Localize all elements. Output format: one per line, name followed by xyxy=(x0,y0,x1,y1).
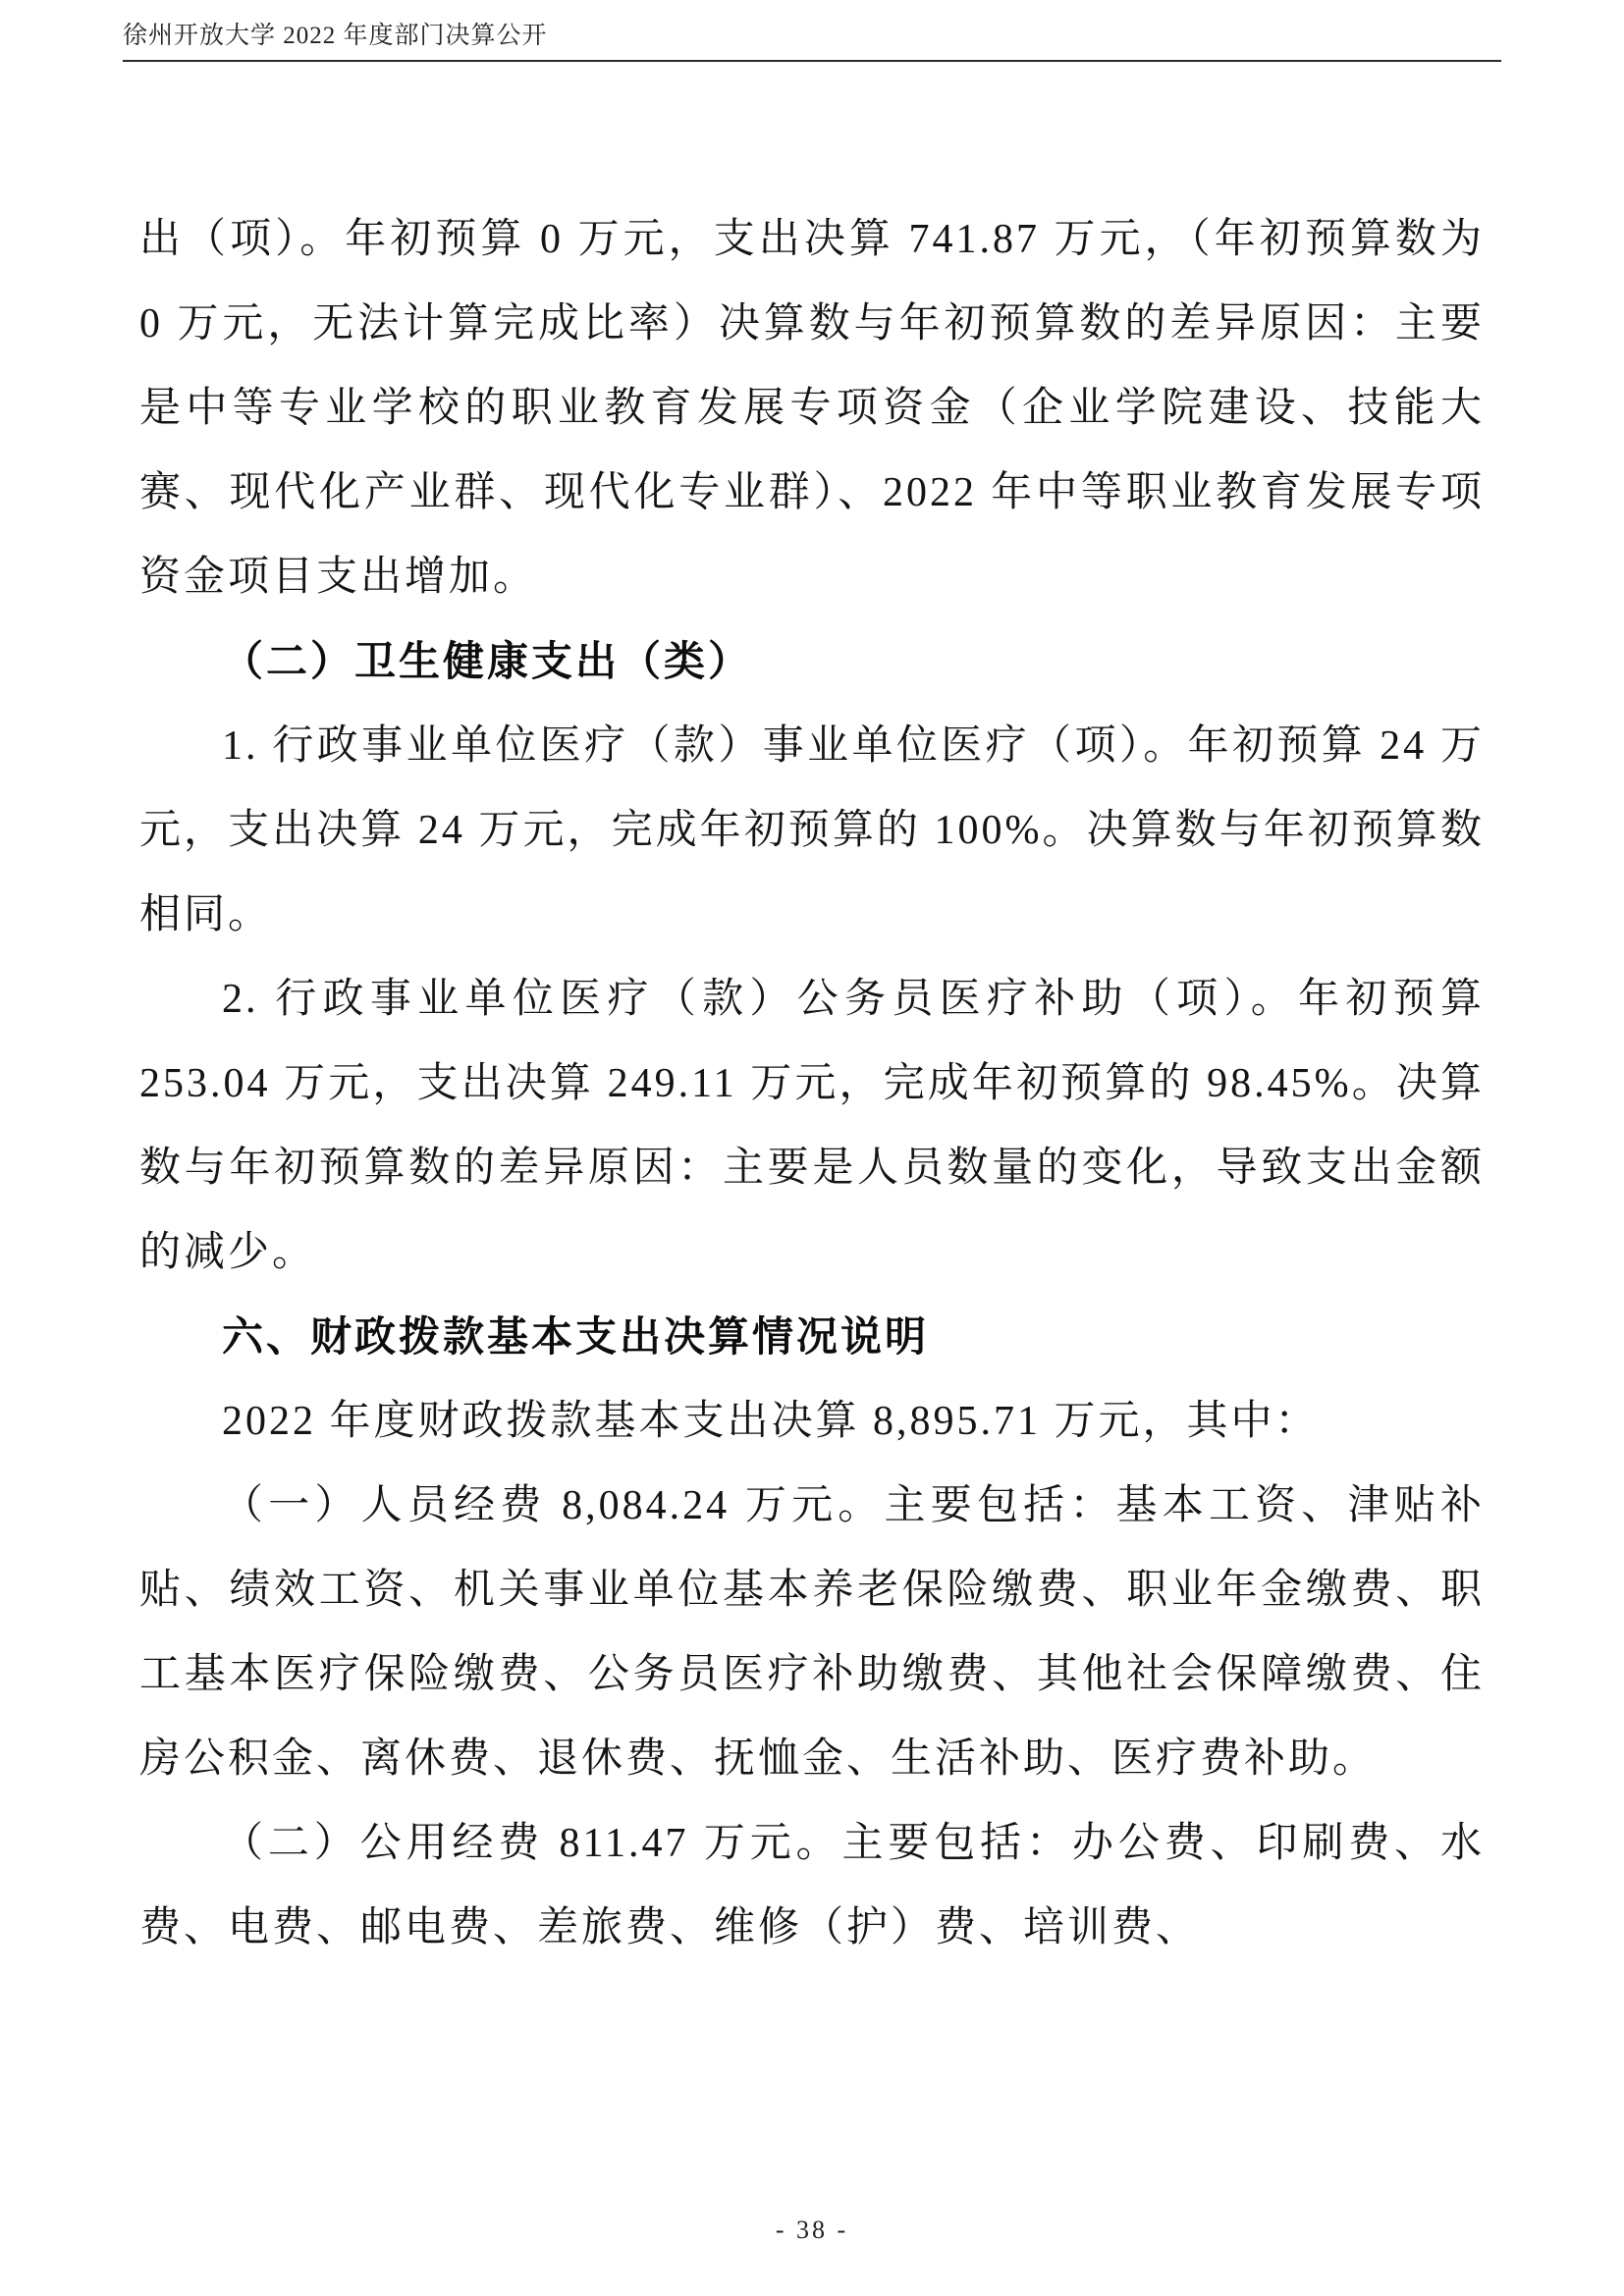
paragraph-public-funds: （二）公用经费 811.47 万元。主要包括：办公费、印刷费、水费、电费、邮电费、差旅费、维修（护）费、培训费、 xyxy=(139,1821,1485,1950)
page-header xyxy=(0,0,1624,62)
paragraph-civil-servant-medical-subsidy: 2. 行政事业单位医疗（款）公务员医疗补助（项）。年初预算 253.04 万元，支出决算 249.11 万元，完成年初预算的 98.45%。决算数与年初预算数的差异原因：主要是人员数量的变化，导致支出金额的减少。 xyxy=(139,977,1485,1275)
page-number: - 38 - xyxy=(775,2216,849,2244)
document-body xyxy=(139,62,1485,1970)
document-header-title: 徐州开放大学 2022 年度部门决算公开 xyxy=(123,23,548,49)
paragraph-education-expenditure-item: 出（项）。年初预算 0 万元，支出决算 741.87 万元，（年初预算数为 0 万元，无法计算完成比率）决算数与年初预算数的差异原因：主要是中等专业学校的职业教育发展专项资金（企业学院建设、技能大赛、现代化产业群、现代化专业群）、2022 年中等职业教育发展专项资金项目支出增加。 xyxy=(139,217,1485,600)
paragraph-basic-expenditure-total: 2022 年度财政拨款基本支出决算 8,895.71 万元，其中： xyxy=(222,1399,1320,1444)
paragraph-institution-medical: 1. 行政事业单位医疗（款）事业单位医疗（项）。年初预算 24 万元，支出决算 24 万元，完成年初预算的 100%。决算数与年初预算数相同。 xyxy=(139,723,1485,937)
heading-fiscal-basic-expenditure: 六、财政拨款基本支出决算情况说明 xyxy=(222,1313,930,1360)
heading-health-expenditure-class: （二）卫生健康支出（类） xyxy=(222,638,753,684)
paragraph-personnel-funds: （一）人员经费 8,084.24 万元。主要包括：基本工资、津贴补贴、绩效工资、机关事业单位基本养老保险缴费、职业年金缴费、职工基本医疗保险缴费、公务员医疗补助缴费、其他社会保障缴费、住房公积金、离休费、退休费、抚恤金、生活补助、医疗费补助。 xyxy=(139,1483,1485,1782)
page-footer xyxy=(0,2216,1624,2245)
